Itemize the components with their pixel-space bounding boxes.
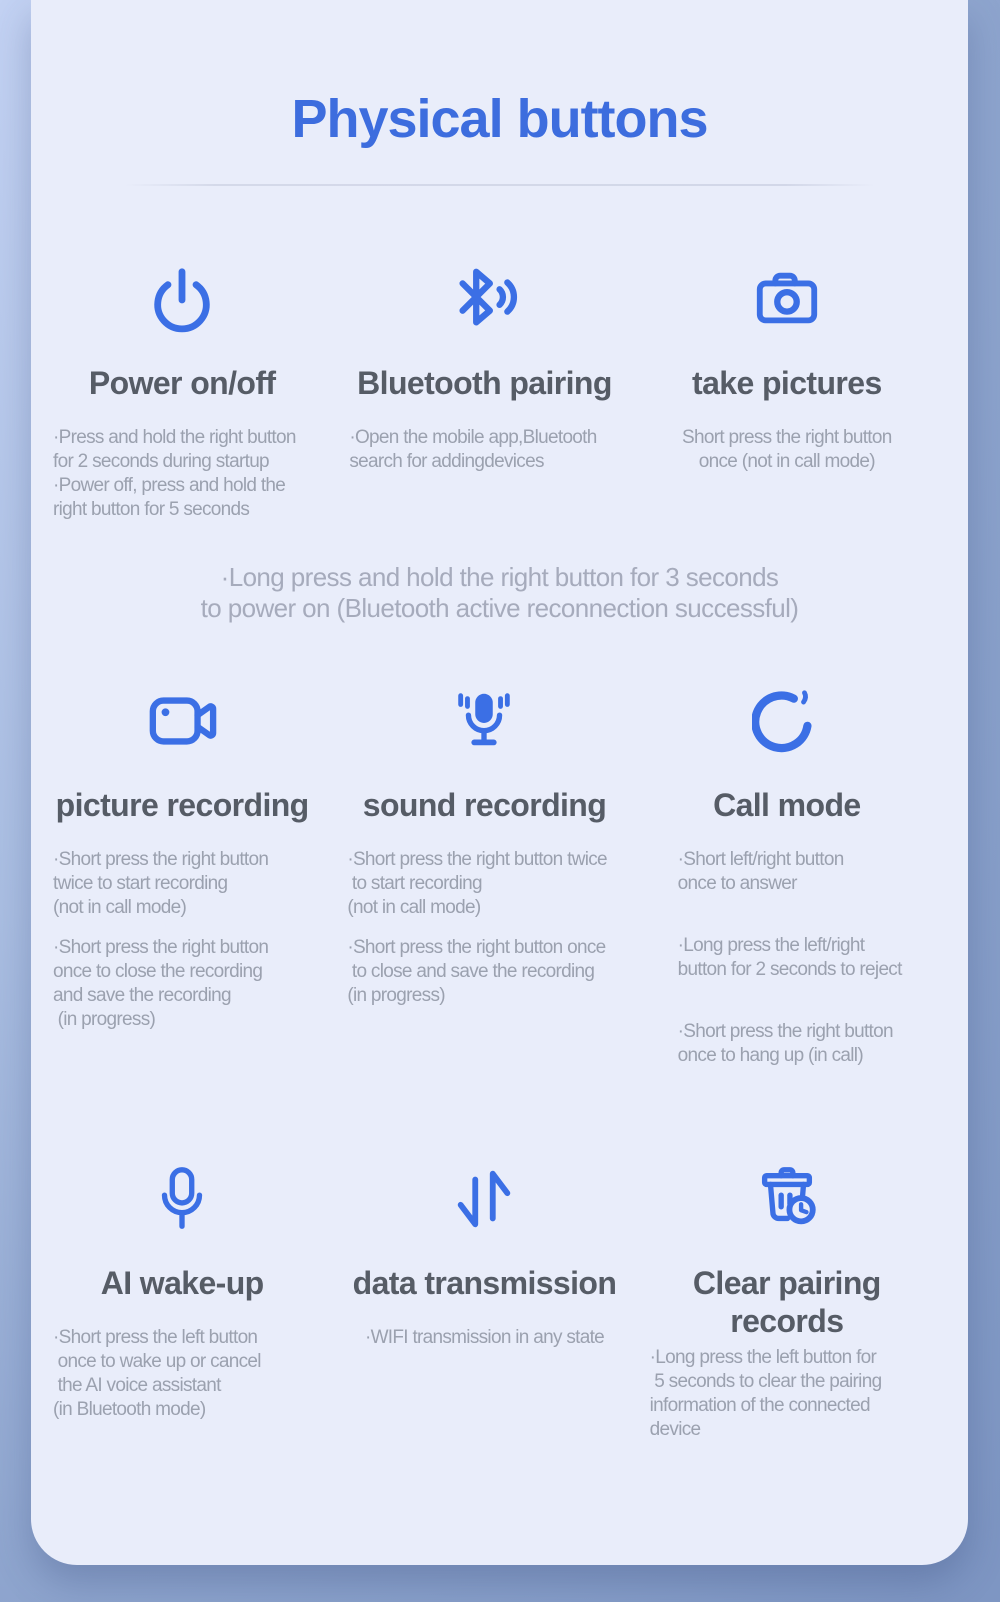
trash-clock-icon	[636, 1164, 938, 1234]
feature-title: Clear pairing records	[692, 1265, 881, 1339]
description-line: twice to start recording	[53, 873, 228, 894]
description-paragraph	[678, 934, 938, 982]
title-divider	[125, 184, 875, 186]
features-row-1	[31, 264, 968, 522]
power-on-reconnect-note	[31, 562, 968, 624]
description-line: ·Long press the left/right	[677, 935, 865, 956]
description-paragraph	[636, 426, 938, 474]
page-title: Physical buttons	[291, 89, 708, 149]
description-line: ·Open the mobile app,Bluetooth	[349, 427, 597, 448]
description-paragraph	[53, 936, 333, 1032]
feature-clear-pairing-records	[636, 1164, 938, 1442]
feature-description	[333, 426, 635, 474]
phone-call-icon	[636, 686, 938, 756]
description-line: (not in call mode)	[53, 897, 187, 918]
description-paragraph	[53, 848, 333, 920]
feature-description	[636, 426, 938, 474]
description-line: ·Short press the right button twice	[347, 849, 607, 870]
description-line: once to hang up (in call)	[677, 1045, 863, 1066]
description-paragraph	[678, 848, 938, 896]
feature-title: Power on/off	[88, 365, 276, 401]
description-line: ·Short press the left button	[53, 1327, 258, 1348]
microphone-recording-icon	[333, 686, 635, 756]
feature-title: Bluetooth pairing	[357, 365, 612, 401]
description-paragraph	[53, 474, 333, 522]
description-line: Short press the right button	[682, 427, 892, 448]
description-line: (not in call mode)	[347, 897, 481, 918]
feature-bluetooth-pairing	[333, 264, 635, 522]
description-paragraph	[53, 426, 333, 474]
description-paragraph	[678, 1020, 938, 1068]
description-paragraph	[347, 848, 635, 920]
description-line: ·Long press the left button for	[649, 1347, 877, 1368]
feature-title: sound recording	[362, 787, 607, 823]
ai-microphone-icon	[31, 1164, 333, 1234]
feature-description	[31, 1326, 333, 1422]
description-line: (in Bluetooth mode)	[53, 1399, 206, 1420]
feature-description	[333, 848, 635, 1008]
features-row-3	[31, 1164, 968, 1442]
description-line: ·Short press the right button once	[347, 937, 606, 958]
description-line: once to close the recording	[53, 961, 263, 982]
description-line: ·Short press the right button	[677, 1021, 893, 1042]
description-paragraph	[333, 1326, 635, 1350]
power-icon	[31, 264, 333, 334]
description-line: the AI voice assistant	[53, 1375, 221, 1396]
description-line: information of the connected	[649, 1395, 870, 1416]
feature-data-transmission	[333, 1164, 635, 1442]
description-line: to close and save the recording	[347, 961, 595, 982]
feature-power-on-off	[31, 264, 333, 522]
feature-title: picture recording	[55, 787, 309, 823]
data-transfer-icon	[333, 1164, 635, 1234]
feature-call-mode	[636, 686, 938, 1068]
description-line: to start recording	[347, 873, 482, 894]
description-line: 5 seconds to clear the pairing	[649, 1371, 882, 1392]
feature-ai-wake-up	[31, 1164, 333, 1442]
description-paragraph	[349, 426, 635, 474]
description-line: ·WIFI transmission in any state	[364, 1327, 605, 1348]
camera-icon	[636, 264, 938, 334]
feature-description	[636, 848, 938, 1068]
description-line: ·Short left/right button	[677, 849, 844, 870]
feature-take-pictures	[636, 264, 938, 522]
description-line: (in progress)	[53, 1009, 156, 1030]
description-line: once to answer	[677, 873, 797, 894]
feature-description	[333, 1326, 635, 1350]
feature-sound-recording	[333, 686, 635, 1068]
description-paragraph	[53, 1326, 333, 1422]
description-paragraph	[650, 1346, 938, 1442]
note-line-1: ·Long press and hold the right button for 3 seconds	[220, 562, 779, 592]
description-line: search for addingdevices	[349, 451, 544, 472]
feature-description	[31, 426, 333, 522]
description-line: for 2 seconds during startup	[53, 451, 269, 472]
description-line: once to wake up or cancel	[53, 1351, 261, 1372]
description-line: button for 2 seconds to reject	[677, 959, 902, 980]
feature-description	[31, 848, 333, 1032]
description-line: ·Power off, press and hold the	[53, 475, 286, 496]
feature-title: data transmission	[352, 1265, 617, 1301]
description-line: and save the recording	[53, 985, 231, 1006]
description-line: ·Short press the right button	[53, 937, 269, 958]
note-line-2: to power on (Bluetooth active reconnection successful)	[200, 593, 799, 623]
description-line: ·Short press the right button	[53, 849, 269, 870]
features-row-2	[31, 686, 968, 1068]
description-line: device	[649, 1419, 701, 1440]
feature-description	[636, 1346, 938, 1442]
description-line: (in progress)	[347, 985, 445, 1006]
bluetooth-icon	[333, 264, 635, 334]
video-camera-icon	[31, 686, 333, 756]
description-line: ·Press and hold the right button	[53, 427, 296, 448]
description-line: right button for 5 seconds	[53, 499, 250, 520]
feature-title: take pictures	[692, 365, 882, 401]
feature-title: Call mode	[713, 787, 861, 823]
description-line: once (not in call mode)	[698, 451, 875, 472]
manual-card	[31, 0, 968, 1565]
feature-picture-recording	[31, 686, 333, 1068]
description-paragraph	[347, 936, 635, 1008]
feature-title: AI wake-up	[100, 1265, 264, 1301]
